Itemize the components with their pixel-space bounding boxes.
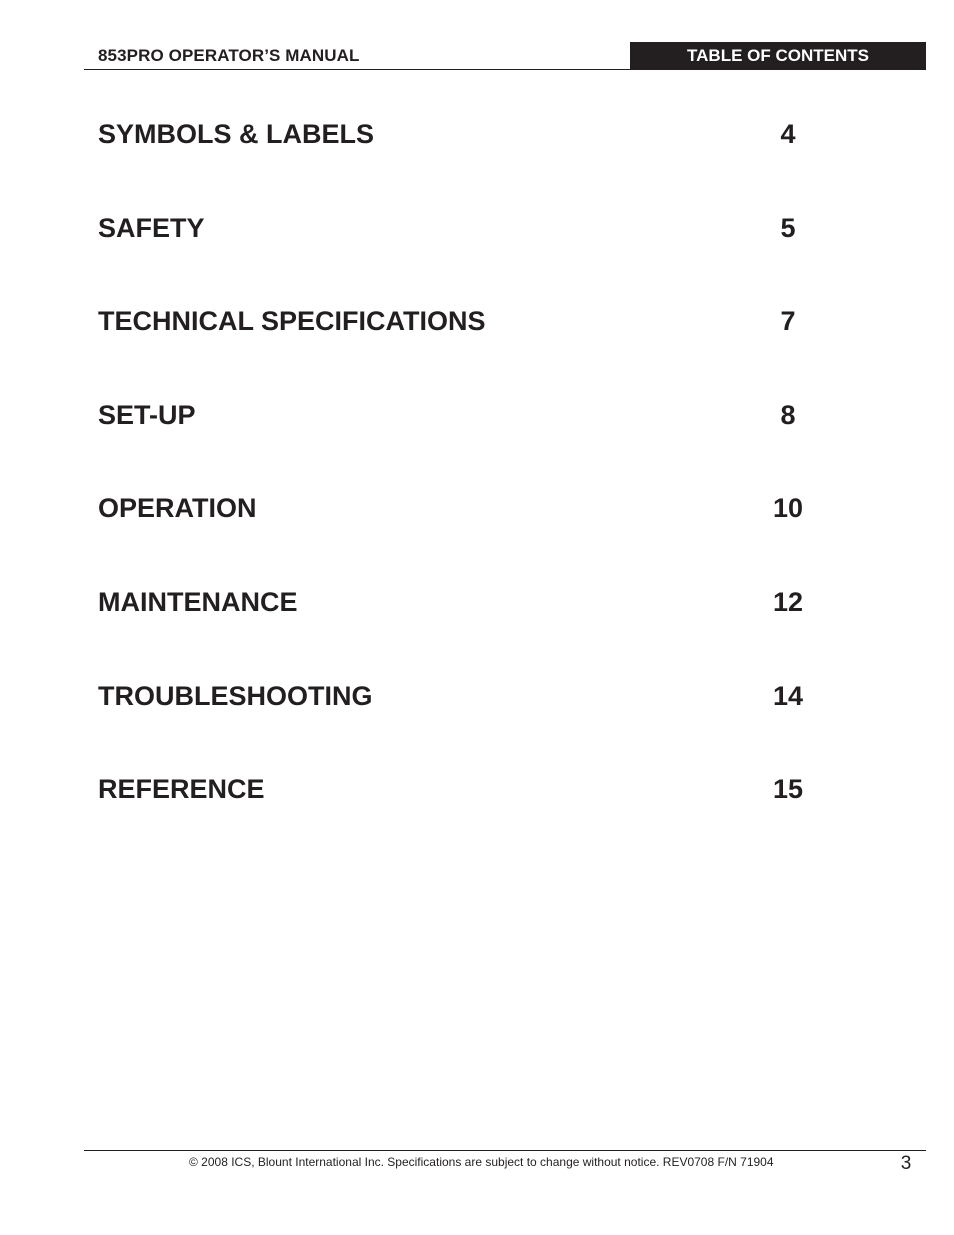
toc-entry-label: TECHNICAL SPECIFICATIONS [98,306,486,337]
toc-entry-label: REFERENCE [98,774,265,805]
page-header [84,42,926,70]
manual-title: 853PRO OPERATOR’S MANUAL [98,46,360,65]
toc-entry-operation[interactable] [98,490,818,584]
toc-entry-label: TROUBLESHOOTING [98,680,373,711]
toc-entry-reference[interactable] [98,771,818,865]
toc-entry-page: 7 [780,306,796,337]
toc-entry-page: 14 [772,680,804,711]
toc-entry-technical-specifications[interactable] [98,303,818,397]
toc-entry-set-up[interactable] [98,397,818,491]
toc-entry-safety[interactable] [98,210,818,304]
toc-entry-label: MAINTENANCE [98,586,298,617]
toc-entry-label: SYMBOLS & LABELS [98,119,375,149]
toc-entry-page: 15 [772,774,804,805]
toc-entry-label: OPERATION [98,493,257,524]
toc-entry-label: SET-UP [98,399,196,430]
footer-rule [84,1150,926,1151]
toc-entry-page: 10 [772,493,804,524]
section-title-tab: TABLE OF CONTENTS [630,42,926,70]
toc-entry-label: SAFETY [98,212,205,243]
toc-entry-page: 5 [780,212,796,243]
toc-entry-page: 12 [772,586,804,617]
page-number: 3 [900,1153,912,1174]
toc-entry-troubleshooting[interactable] [98,678,818,772]
footer-notice: © 2008 ICS, Blount International Inc. Specifications are subject to change without notice. REV0708 F/N 71904 [189,1155,774,1169]
header-rule [84,69,926,70]
toc-entry-page: 4 [780,119,796,149]
toc-entry-maintenance[interactable] [98,584,818,678]
toc-entry-page: 8 [780,399,796,430]
toc-entry-symbols-labels[interactable] [98,116,818,210]
table-of-contents [98,116,818,865]
